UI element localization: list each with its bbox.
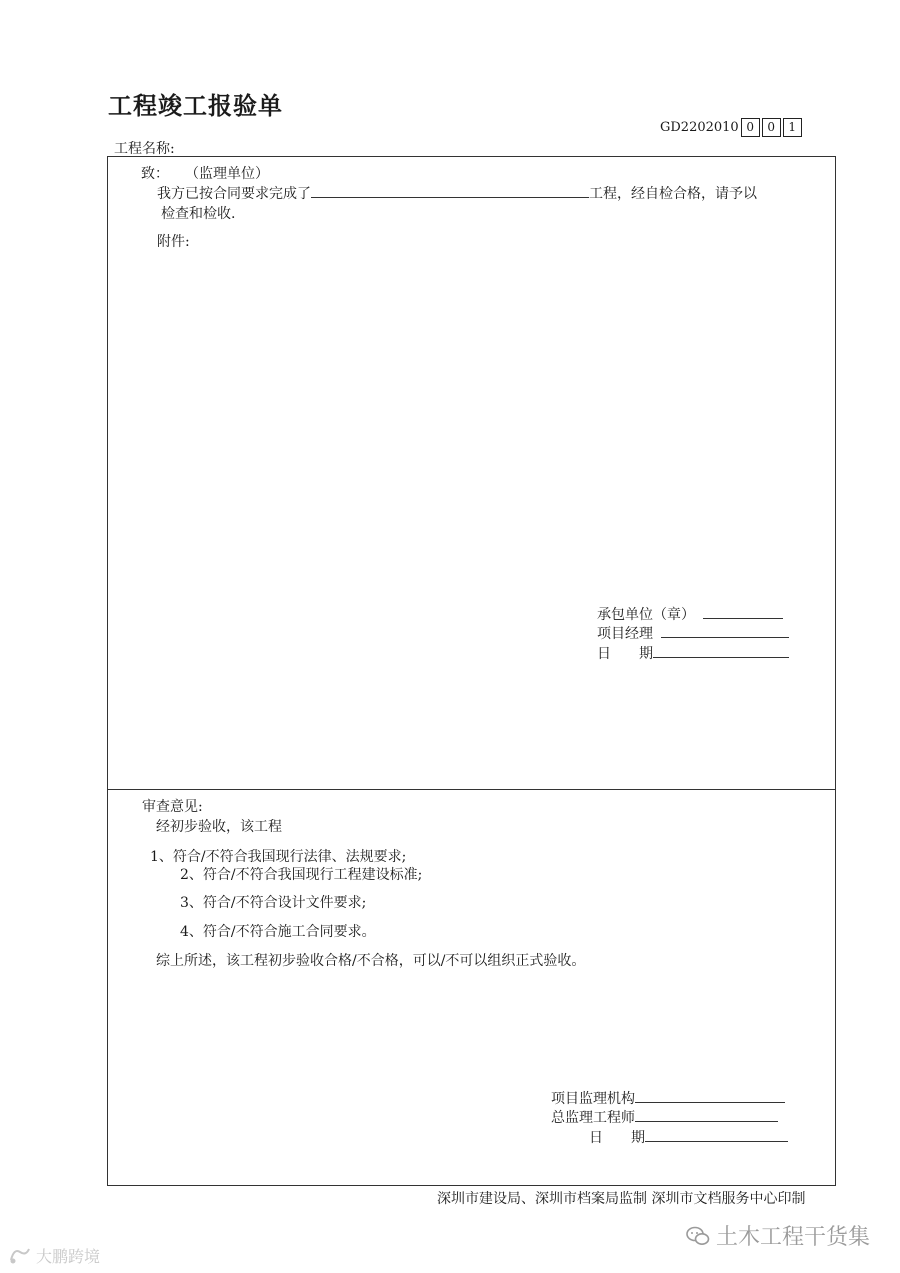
supervision-date xyxy=(589,1127,788,1147)
contractor-date-label: 日 期 xyxy=(597,646,653,662)
to-label: 致： xyxy=(141,166,169,182)
project-name-label: 工程名称: xyxy=(114,141,175,157)
project-blank-line xyxy=(311,185,589,198)
completion-text-c: 检查和检收. xyxy=(161,206,236,222)
watermark-left-text: 大鹏跨境 xyxy=(36,1247,101,1266)
supervision-date-blank-line xyxy=(645,1129,788,1142)
contractor-blank-line xyxy=(703,606,783,619)
contractor-signature xyxy=(597,604,783,624)
logo-icon xyxy=(8,1246,32,1266)
pm-blank-line xyxy=(661,625,789,638)
attachment-label: 附件: xyxy=(157,234,190,250)
form-code-box: 1 xyxy=(783,118,802,137)
chief-engineer-blank-line xyxy=(635,1109,778,1122)
supervision-date-label: 日 期 xyxy=(589,1130,645,1146)
review-item: 2、符合/不符合我国现行工程建设标准; xyxy=(180,867,423,883)
form-code-box: 0 xyxy=(762,118,781,137)
form-footer: 深圳市建设局、深圳市档案局监制 深圳市文档服务中心印制 xyxy=(437,1191,806,1207)
supervision-org-signature xyxy=(551,1088,785,1108)
watermark-right xyxy=(686,1220,870,1251)
chief-engineer-signature xyxy=(551,1107,778,1127)
pm-signature xyxy=(597,623,789,643)
review-item: 3、符合/不符合设计文件要求; xyxy=(180,895,367,911)
supervision-org-label: 项目监理机构 xyxy=(551,1091,635,1107)
contractor-date-blank-line xyxy=(653,645,789,658)
chief-engineer-label: 总监理工程师 xyxy=(551,1110,635,1126)
section-divider xyxy=(107,789,836,790)
contractor-label: 承包单位（章） xyxy=(597,607,695,623)
contractor-date xyxy=(597,643,789,663)
watermark-left xyxy=(8,1244,100,1267)
form-code xyxy=(660,118,802,137)
review-conclusion: 综上所述，该工程初步验收合格/不合格，可以/不可以组织正式验收。 xyxy=(156,953,586,969)
watermark-right-text: 土木工程干货集 xyxy=(715,1225,870,1250)
completion-statement xyxy=(157,183,757,203)
form-frame xyxy=(107,156,836,1186)
completion-text-b: 工程，经自检合格，请予以 xyxy=(589,186,757,202)
form-code-prefix: GD2202010 xyxy=(660,120,739,135)
pm-label: 项目经理 xyxy=(597,626,653,642)
form-title: 工程竣工报验单 xyxy=(108,92,283,120)
review-label: 审查意见: xyxy=(142,799,203,815)
to-unit-label: （监理单位） xyxy=(185,166,269,182)
review-item: 1、符合/不符合我国现行法律、法规要求; xyxy=(150,849,407,865)
form-code-box: 0 xyxy=(741,118,760,137)
supervision-org-blank-line xyxy=(635,1090,785,1103)
completion-text-a: 我方已按合同要求完成了 xyxy=(157,186,311,202)
wechat-icon xyxy=(686,1226,710,1246)
review-item: 4、符合/不符合施工合同要求。 xyxy=(180,924,376,940)
review-intro: 经初步验收，该工程 xyxy=(156,819,282,835)
